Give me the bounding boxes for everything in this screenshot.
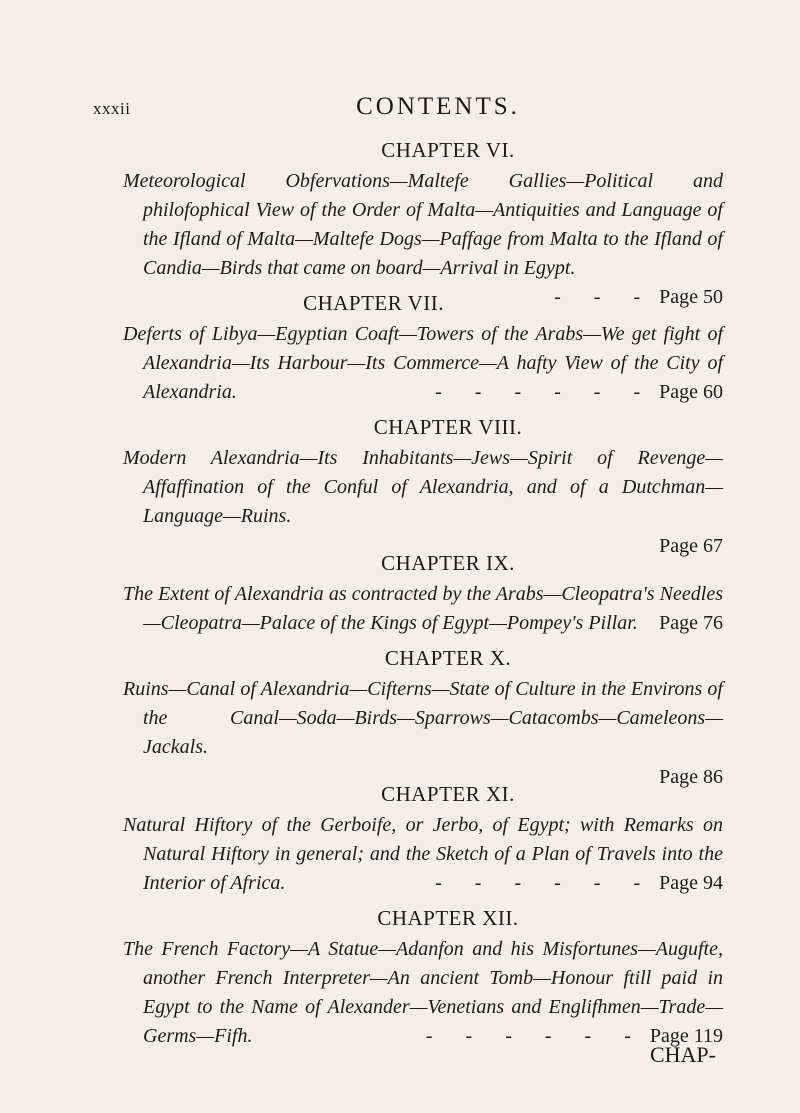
- running-title: CONTENTS.: [356, 93, 520, 120]
- chapter-title: CHAPTER XI.: [381, 782, 515, 806]
- chapter-summary: [123, 935, 723, 1051]
- page-number-ref: Page 67: [659, 535, 723, 557]
- leader-dashes: - - - - - -: [425, 1025, 645, 1047]
- chapter-summary-text: Natural Hiftory of the Gerboife, or Jerbo, of Egypt; with Remarks on Natural Hiftory in general; and the Sketch of a Plan of Travels into the Interior of Africa.: [123, 814, 723, 894]
- chapter-summary: [123, 444, 723, 531]
- chapter-entry: [123, 291, 723, 407]
- chapter-entry: [123, 782, 723, 898]
- chapter-entry: [123, 906, 723, 1051]
- page-number-ref: Page 60: [659, 381, 723, 403]
- chapter-summary: [123, 811, 723, 898]
- page-header: [93, 93, 713, 123]
- chapter-summary: [123, 580, 723, 638]
- chapter-title: CHAPTER X.: [384, 646, 512, 670]
- leader-dashes: - - -: [554, 286, 655, 308]
- chapter-summary-text: The Extent of Alexandria as contracted by the Arabs—Cleopatra's Needles—Cleopatra—Palace of the Kings of Egypt—Pompey's Pillar.: [123, 583, 723, 634]
- page-reference: [435, 378, 723, 407]
- chapter-entry: [123, 415, 723, 557]
- chapter-summary-text: Deferts of Libya—Egyptian Coaft—Towers of the Arabs—We get fight of Alexandria—Its Harbour—Its Commerce—A hafty View of the City of Alexandria.: [123, 323, 723, 403]
- chapter-entry: [123, 551, 723, 638]
- chapter-title: CHAPTER VIII.: [373, 415, 523, 439]
- chapter-summary-text: Ruins—Canal of Alexandria—Cifterns—State of Culture in the Environs of the Canal—Soda—Birds—Sparrows—Catacombs—Cameleons—Jackals.: [123, 678, 723, 758]
- page-reference: [659, 609, 723, 638]
- page-reference: [435, 869, 723, 898]
- chapter-entry: [123, 646, 723, 788]
- chapter-summary: [123, 320, 723, 407]
- chapter-summary-text: The French Factory—A Statue—Adanfon and his Misfortunes—Augufte, another French Interpreter—An ancient Tomb—Honour ftill paid in Egypt to the Name of Alexander—Venetians and Englifhmen—Trade—Germs—Fifh.: [123, 938, 723, 1047]
- page-number-ref: Page 50: [659, 286, 723, 308]
- chapter-summary-text: Meteorological Obfervations—Maltefe Gallies—Political and philofophical View of the Order of Malta—Antiquities and Language of the Ifland of Malta—Maltefe Dogs—Paffage from Malta to the Ifland of Candia—Birds that came on board—Arrival in Egypt.: [123, 170, 723, 279]
- page-number: xxxii: [93, 99, 131, 118]
- chapter-title: CHAPTER IX.: [381, 551, 515, 575]
- leader-dashes: - - - - - -: [435, 872, 655, 894]
- chapter-summary-text: Modern Alexandria—Its Inhabitants—Jews—Spirit of Revenge—Affaffination of the Conful of Alexandria, and of a Dutchman—Language—Ruins.: [123, 447, 723, 527]
- chapter-list: [123, 130, 723, 1051]
- chapter-title: CHAPTER VII.: [303, 291, 445, 315]
- page-number-ref: Page 94: [659, 872, 723, 894]
- chapter-title: CHAPTER VI.: [381, 138, 515, 162]
- page-number-ref: Page 76: [659, 612, 723, 634]
- page-number-ref: Page 86: [659, 766, 723, 788]
- page-number-ref: Page 119: [649, 1025, 723, 1047]
- leader-dashes: - - - - - -: [435, 381, 655, 403]
- catchword: CHAP-: [649, 1042, 716, 1067]
- chapter-title: CHAPTER XII.: [377, 906, 519, 930]
- chapter-summary: [123, 675, 723, 762]
